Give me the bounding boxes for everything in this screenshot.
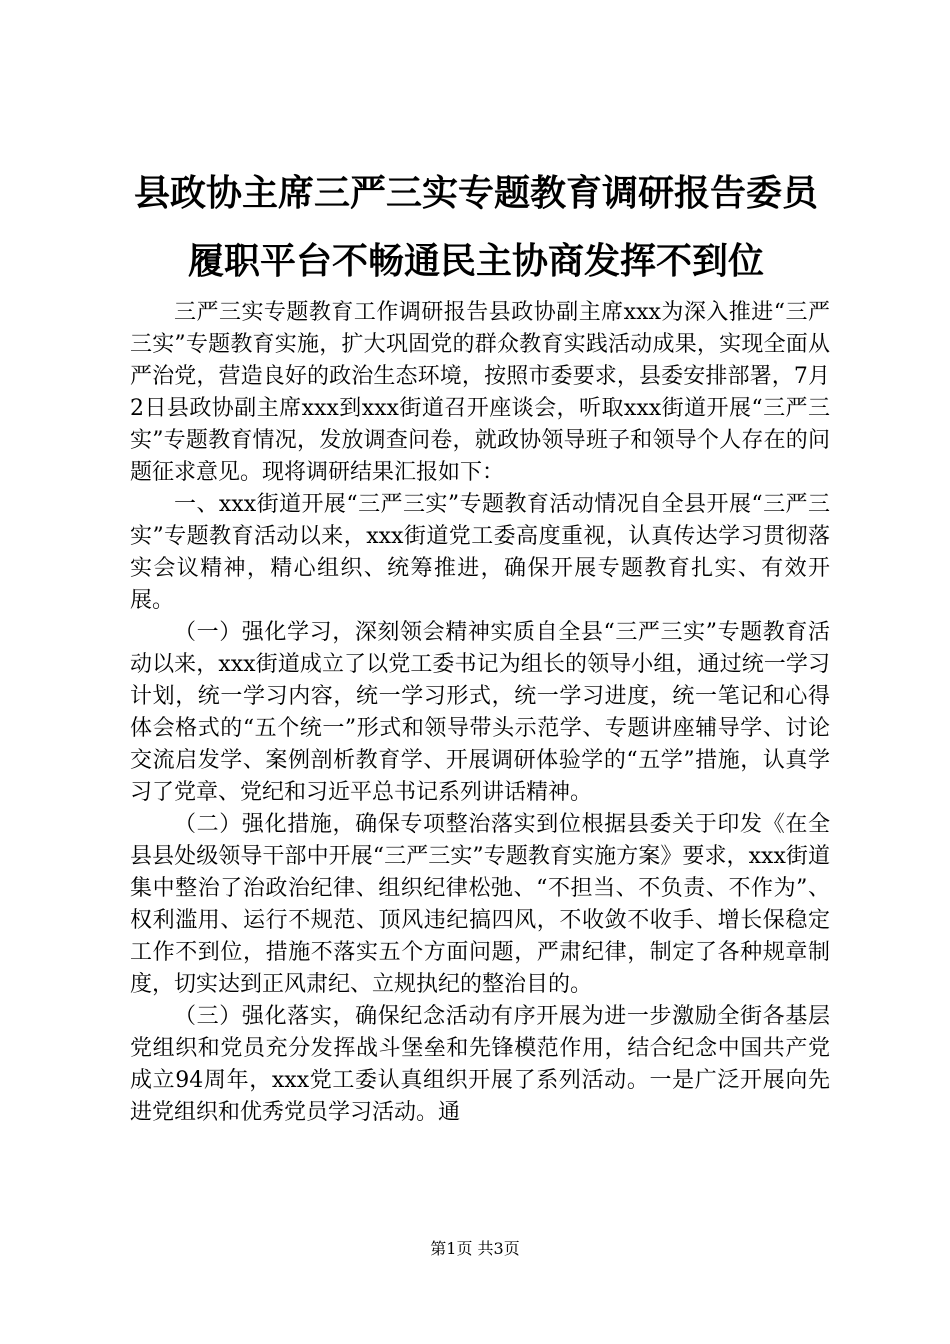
page-number-footer: 第1页 共3页 — [430, 1239, 520, 1258]
paragraph-intro: 三严三实专题教育工作调研报告县政协副主席xxx为深入推进“三严三实”专题教育实施，扩大巩固党的群众教育实践活动成果，实现全面从严治党，营造良好的政治生态环境，按照市委要求，县委安排部署，7月2日县政协副主席xxx到xxx街道召开座谈会，听取xxx街道开展“三严三实”专题教育情况，发放调查问卷，就政协领导班子和领导个人存在的问题征求意见。现将调研结果汇报如下： — [130, 300, 830, 485]
paragraph-subsection-3: （三）强化落实，确保纪念活动有序开展为进一步激励全街各基层党组织和党员充分发挥战斗堡垒和先锋模范作用，结合纪念中国共产党成立94周年，xxx党工委认真组织开展了系列活动。一是广泛开展向先进党组织和优秀党员学习活动。通 — [130, 1004, 830, 1125]
paragraph-subsection-2: （二）强化措施，确保专项整治落实到位根据县委关于印发《在全县县处级领导干部中开展“三严三实”专题教育实施方案》要求，xxx街道集中整治了治政治纪律、组织纪律松弛、“不担当、不负责、不作为”、权利滥用、运行不规范、顶风违纪搞四风，不收敛不收手、增长保稳定工作不到位，措施不落实五个方面问题，严肃纪律，制定了各种规章制度，切实达到正风肃纪、立规执纪的整治目的。 — [130, 812, 830, 997]
paragraph-subsection-1: （一）强化学习，深刻领会精神实质自全县“三严三实”专题教育活动以来，xxx街道成立了以党工委书记为组长的领导小组，通过统一学习计划，统一学习内容，统一学习形式，统一学习进度，统一笔记和心得体会格式的“五个统一”形式和领导带头示范学、专题讲座辅导学、讨论交流启发学、案例剖析教育学、开展调研体验学的“五学”措施，认真学习了党章、党纪和习近平总书记系列讲话精神。 — [130, 620, 830, 805]
document-title: 县政协主席三严三实专题教育调研报告委员履职平台不畅通民主协商发挥不到位 — [133, 173, 818, 282]
document-body — [130, 297, 830, 1129]
paragraph-section-1: 一、xxx街道开展“三严三实”专题教育活动情况自全县开展“三严三实”专题教育活动以来，xxx街道党工委高度重视，认真传达学习贯彻落实会议精神，精心组织、统筹推进，确保开展专题教育扎实、有效开展。 — [130, 492, 830, 613]
